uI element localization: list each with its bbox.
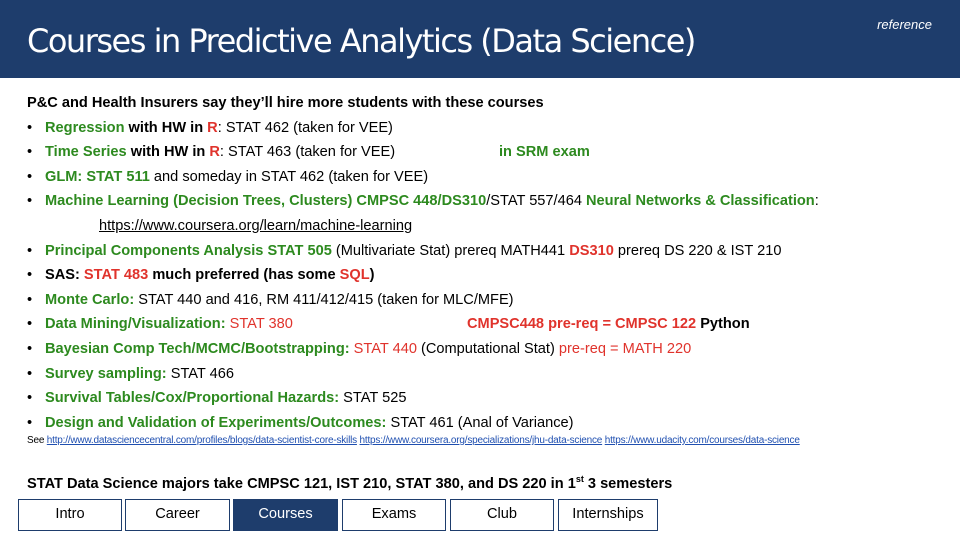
course-stat483: STAT 483 (83, 267, 149, 284)
title-bar (0, 0, 960, 78)
text: STAT Data Science majors take CMPSC 121, IST 210, STAT 380, and DS 220 in 1 (27, 475, 576, 492)
majors-note (27, 474, 672, 492)
topic-time-series: Time Series (45, 144, 127, 161)
text: /STAT 557/464 (486, 193, 587, 210)
bullet: • (27, 193, 33, 210)
coursera-jhu-link[interactable]: https://www.coursera.org/specializations/jhu-data-science (359, 435, 603, 446)
text: and someday in STAT 462 (taken for VEE) (149, 168, 429, 185)
topic-bayesian: Bayesian Comp Tech/MCMC/Bootstrapping: (45, 340, 350, 357)
list-item (27, 165, 952, 190)
course-stat440: STAT 440 (349, 340, 417, 357)
course-stat380: STAT 380 (225, 316, 293, 333)
bullet: • (27, 291, 33, 308)
bullet: • (27, 316, 33, 333)
datasciencecentral-link[interactable]: http://www.datasciencecentral.com/profiles/blogs/data-scientist-core-skills (46, 435, 357, 446)
text: : STAT 462 (taken for VEE) (217, 119, 393, 136)
bullet: • (27, 340, 33, 357)
course-list (27, 91, 952, 435)
topic-sas: SAS: (45, 267, 84, 284)
bullet: • (27, 144, 33, 161)
reference-link[interactable]: reference (877, 17, 932, 32)
lang-python: Python (700, 316, 750, 333)
list-item (27, 337, 952, 362)
text: prereq DS 220 & IST 210 (613, 242, 782, 259)
nav-courses-button[interactable]: Courses (233, 499, 338, 531)
list-item (27, 411, 952, 436)
math220-prereq: pre-req = MATH 220 (558, 340, 692, 357)
topic-survey-sampling: Survey sampling: (45, 365, 167, 382)
topic-glm: GLM: STAT 511 (45, 168, 150, 185)
text: (Multivariate Stat) prereq MATH441 (331, 242, 570, 259)
topic-survival: Survival Tables/Cox/Proportional Hazards: (45, 390, 340, 407)
srm-exam-note: in SRM exam (499, 144, 590, 161)
nav-career-button[interactable]: Career (125, 499, 230, 531)
list-item (27, 140, 952, 165)
superscript: st (575, 474, 584, 484)
topic-machine-learning: Machine Learning (Decision Trees, Clusters) CMPSC 448/DS310 (45, 193, 487, 210)
text: : (814, 193, 819, 210)
lang-r: R (209, 144, 220, 161)
lang-sql: SQL (339, 267, 370, 284)
text: STAT 461 (Anal of Variance) (386, 414, 574, 431)
bullet: • (27, 267, 33, 284)
topic-regression: Regression (45, 119, 125, 136)
course-ds310: DS310 (569, 242, 614, 259)
page-title: Courses in Predictive Analytics (Data Science) (27, 22, 695, 60)
text: : STAT 463 (taken for VEE) (219, 144, 396, 161)
text: with HW in (126, 144, 210, 161)
list-item (27, 263, 952, 288)
topic-data-mining: Data Mining/Visualization: (45, 316, 226, 333)
bullet: • (27, 365, 33, 382)
nav-club-button[interactable]: Club (450, 499, 554, 531)
nav-internships-button[interactable]: Internships (558, 499, 658, 531)
intro-line (27, 91, 952, 116)
list-item (27, 116, 952, 141)
text: STAT 466 (166, 365, 234, 382)
topic-monte-carlo: Monte Carlo: (45, 291, 135, 308)
bullet: • (27, 390, 33, 407)
cmpsc-prereq (467, 312, 750, 337)
list-item (27, 239, 952, 264)
intro-text: P&C and Health Insurers say they’ll hire more students with these courses (27, 95, 544, 111)
list-item (27, 362, 952, 387)
list-item (27, 288, 952, 313)
see-label: See (27, 435, 47, 446)
topic-neural-networks: Neural Networks & Classification (586, 193, 815, 210)
topic-design-experiments: Design and Validation of Experiments/Outcomes: (45, 414, 387, 431)
text: ) (369, 267, 375, 284)
lang-r: R (207, 119, 218, 136)
text: STAT 525 (339, 390, 407, 407)
text: STAT 440 and 416, RM 411/412/415 (taken for MLC/MFE) (134, 291, 514, 308)
ml-link-line (27, 214, 952, 239)
see-also-links (27, 435, 800, 446)
text: with HW in (124, 119, 208, 136)
text: much preferred (has some (148, 267, 340, 284)
nav-exams-button[interactable]: Exams (342, 499, 446, 531)
text: 3 semesters (583, 475, 673, 492)
text: CMPSC448 pre-req = CMPSC 122 (467, 316, 701, 333)
list-item (27, 386, 952, 411)
nav-intro-button[interactable]: Intro (18, 499, 122, 531)
bullet: • (27, 119, 33, 136)
bullet: • (27, 414, 33, 431)
bullet: • (27, 242, 33, 259)
text: (Computational Stat) (416, 340, 559, 357)
topic-pca: Principal Components Analysis STAT 505 (45, 242, 332, 259)
udacity-link[interactable]: https://www.udacity.com/courses/data-science (604, 435, 800, 446)
list-item (27, 189, 952, 214)
list-item (27, 312, 952, 337)
bullet: • (27, 168, 33, 185)
ml-course-link[interactable]: https://www.coursera.org/learn/machine-learning (99, 217, 413, 234)
